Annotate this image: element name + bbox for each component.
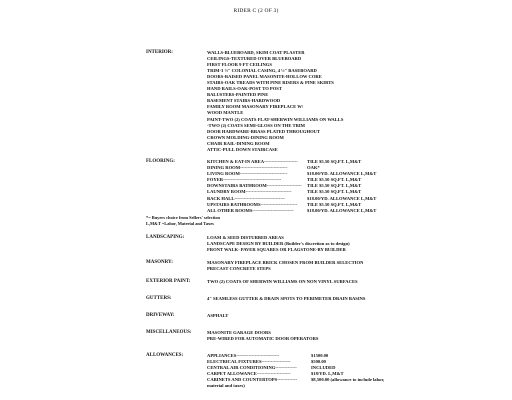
allowance-detail: $18/YD. L,M&T xyxy=(311,371,344,377)
flooring-detail: TILE $5.50 SQ.FT. L,M&T xyxy=(307,177,362,183)
landscaping-line: LOAM & SEED DISTURBED AREAS xyxy=(207,235,284,240)
miscellaneous-label: MISCELLANEOUS: xyxy=(146,330,192,335)
interior-line: PAINT-TWO (2) COATS FLAT-SHERWIN WILLIAMS ON WALLS xyxy=(207,116,344,122)
interior-line: BALUSTERS-PAINTED PINE xyxy=(207,92,269,98)
masonry-list xyxy=(207,260,363,272)
flooring-detail: OAK* xyxy=(307,165,320,171)
driveway-list xyxy=(207,313,228,319)
flooring-room: UPSTAIRS BATHROOMS------------------------ xyxy=(207,201,298,207)
interior-line: -TWO (2) COATS SEMI-GLOSS ON THE TRIM xyxy=(207,122,306,128)
flooring-detail: TILE $5.50 SQ.FT. L,M&T xyxy=(307,159,362,164)
flooring-detail: $18.00/YD. ALLOWANCE L,M&T xyxy=(307,207,377,213)
interior-label: INTERIOR: xyxy=(146,50,173,55)
masonry-line: MASONARY FIREPLACE BRICK CHOSEN FROM BUILDER SELECTION xyxy=(207,260,364,265)
flooring-note: L,M&T =Labor, Material and Taxes xyxy=(146,220,214,226)
allowances-label: ALLOWANCES: xyxy=(146,353,184,358)
masonry-line: PRECAST CONCRETE STEPS xyxy=(207,266,271,272)
flooring-room: DINING ROOM------------------------------- xyxy=(207,165,288,171)
flooring-room: DOWNSTAIRS BATHROOM----------------------- xyxy=(207,183,302,189)
flooring-room: BACK HALL--------------------------------- xyxy=(207,195,285,201)
exterior-paint-line: TWO (2) COATS OF SHERWIN WILLIAMS ON NON VINYL SURFACES xyxy=(207,279,358,284)
interior-line: CHAIR RAIL-DINING ROOM xyxy=(207,140,270,146)
flooring-table xyxy=(207,159,427,214)
flooring-detail: TILE $5.50 SQ.FT. L,M&T xyxy=(307,189,362,195)
allowance-item: CARPET ALLOWANCE---------------------- xyxy=(207,371,291,377)
interior-line: STAIRS-OAK TREADS WITH PINE RISERS & PINE SKIRTS xyxy=(207,80,334,86)
flooring-room: FOYER-------------------------------------- xyxy=(207,177,282,183)
gutters-label: GUTTERS: xyxy=(146,296,172,301)
gutters-list xyxy=(207,296,365,302)
allowance-item: ELECTRICAL FIXTURES------------------- xyxy=(207,359,291,365)
flooring-room: LAUNDRY ROOM------------------------------ xyxy=(207,189,292,195)
flooring-row xyxy=(207,208,427,214)
miscellaneous-list xyxy=(207,330,318,342)
interior-line: WALLS-BLUEBOARD, SKIM COAT PLASTER xyxy=(207,50,305,55)
interior-line: TRIM-3 ½" COLONIAL CASING, 4 ½" BASEBOARD xyxy=(207,68,317,74)
gutters-line: 4" SEAMLESS GUTTER & DRAIN SPOTS TO PERIMETER DRAIN BASINS xyxy=(207,296,366,301)
interior-line: FIRST FLOOR 9 FT CEILINGS xyxy=(207,62,272,68)
landscaping-label: LANDSCAPING: xyxy=(146,235,185,240)
landscaping-list xyxy=(207,235,350,253)
interior-line: ATTIC-PULL DOWN STAIRCASE xyxy=(207,146,278,152)
miscellaneous-line: PRE-WIRED FOR AUTOMATIC DOOR OPERATORS xyxy=(207,336,319,342)
interior-list xyxy=(207,50,343,153)
driveway-label: DRIVEWAY: xyxy=(146,313,175,318)
flooring-detail: TILE $5.50 SQ.FT. L,M&T xyxy=(307,183,362,189)
interior-line: HAND RAILS-OAK-POST TO POST xyxy=(207,86,282,92)
allowances-table xyxy=(207,353,467,390)
interior-line: BASEMENT STAIRS-HARDWOOD xyxy=(207,98,281,104)
flooring-detail: $18.00/YD. ALLOWANCE L,M&T xyxy=(307,195,377,201)
flooring-room: KITCHEN & EAT-IN AREA---------------------- xyxy=(207,159,298,164)
allowance-continuation: material and taxes) xyxy=(207,383,245,389)
page-header: RIDER C (2 OF 3) xyxy=(233,8,279,14)
driveway-line: ASPHALT xyxy=(207,313,229,318)
interior-line: CROWN MOLDING-DINING ROOM xyxy=(207,134,284,140)
allowance-detail: $500.00 xyxy=(311,359,326,365)
flooring-notes xyxy=(146,215,220,227)
interior-line: DOOR HARDWARE-BRASS PLATED THROUGHOUT xyxy=(207,128,321,134)
landscaping-line: FRONT WALK- PAVER SQUARES OR FLAGSTONE-BY BUILDER xyxy=(207,247,346,253)
allowance-detail: $1500.00 xyxy=(311,353,329,358)
allowance-item: CENTRAL AIR CONDITIONING-------------- xyxy=(207,365,297,371)
landscaping-line: LANDSCAPE DESIGN BY BUILDER (Builder's discretion as to design) xyxy=(207,241,350,247)
allowance-item: CABINETS AND COUNTERTOPS------------- xyxy=(207,377,298,383)
interior-line: FAMILY ROOM MASONARY FIREPLACE W/ xyxy=(207,104,304,110)
interior-line: CEILINGS-TEXTURED OVER BLUEBOARD xyxy=(207,56,302,62)
interior-line: DOORS-RAISED PANEL MASONITE-HOLLOW CORE xyxy=(207,74,322,80)
exterior-paint-label: EXTERIOR PAINT: xyxy=(146,279,191,284)
miscellaneous-line: MASONITE GARAGE DOORS xyxy=(207,330,271,335)
allowance-item: APPLIANCES---------------------------- xyxy=(207,353,280,358)
flooring-room: ALL OTHER ROOMS--------------------------- xyxy=(207,207,294,213)
flooring-detail: $18.00/YD. ALLOWANCE L,M&T xyxy=(307,171,377,177)
allowance-row xyxy=(207,377,467,383)
flooring-room: LIVING ROOM------------------------------- xyxy=(207,171,288,177)
masonry-label: MASONRY: xyxy=(146,260,173,265)
allowance-detail: $8,500.00 (allowance to include labor, xyxy=(311,377,385,383)
flooring-label: FLOORING: xyxy=(146,159,175,164)
interior-line: WOOD MANTLE xyxy=(207,110,244,116)
flooring-detail: TILE $5.50 SQ.FT. L,M&T xyxy=(307,201,362,207)
allowance-detail: INCLUDED xyxy=(311,365,336,371)
exterior-paint-list xyxy=(207,279,358,285)
flooring-note: *= Buyers choice from Sellers' selection xyxy=(146,215,220,220)
